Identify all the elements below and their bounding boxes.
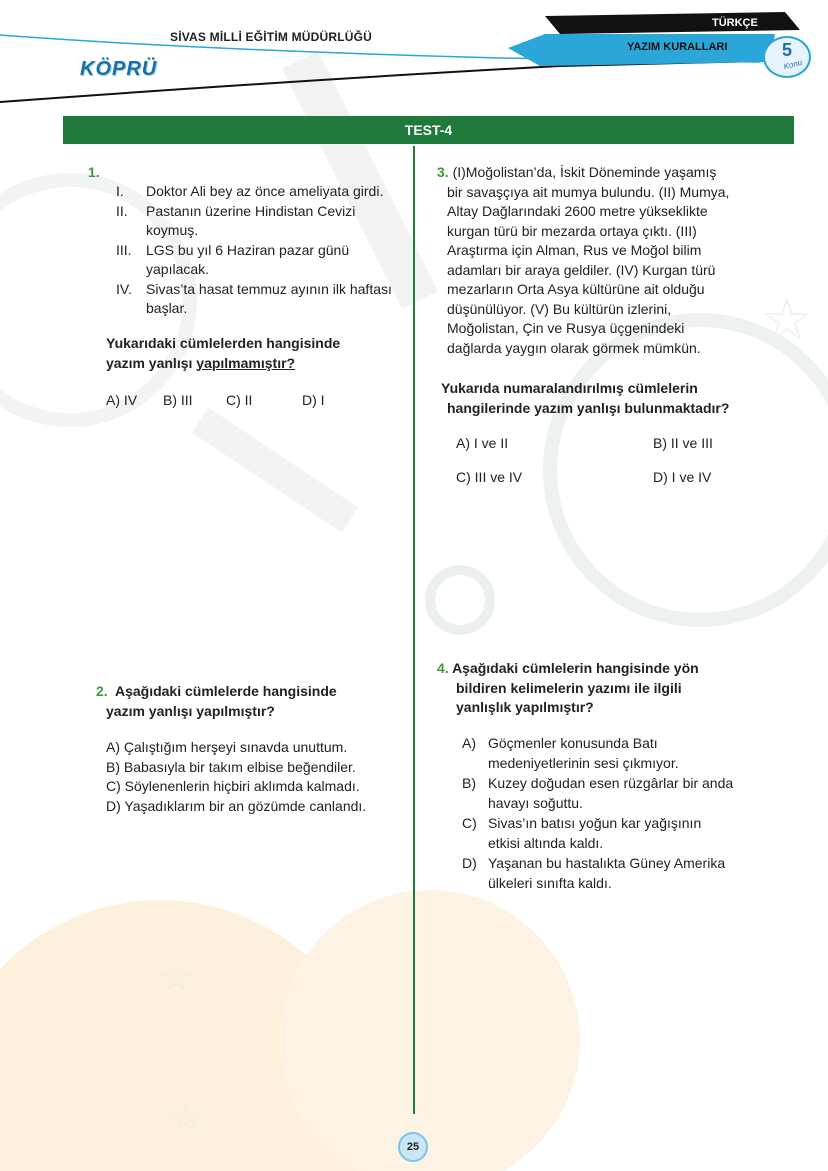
question-4-number: 4.: [437, 660, 449, 676]
q4-option-c[interactable]: C) Sivas’ın batısı yoğun kar yağışının etkisi altında kaldı.: [462, 815, 702, 851]
q1-option-d[interactable]: D) I: [302, 392, 325, 408]
question-4-prompt: 4. Aşağıdaki cümlelerin hangisinde yön bildiren kelimelerin yazımı ile ilgili yanlışlık yapılmıştır?: [437, 660, 699, 715]
question-2-options: [106, 738, 366, 816]
question-3-passage: 3. (I)Moğolistan’da, İskit Döneminde yaşamış bir savaşçıya ait mumya bulundu. (II) Mumya, Altay Dağlarındaki 2600 metre yükseklikte kurgan türü bir mezarda ortaya çıktı. (III) Araştırma için Alman, Rus ve Moğol bilim adamları bir araya geldiler. (IV) Kurgan türü mezarların Orta Asya kültürüne ait olduğu düşünülüyor. (V) Bu kültürün izlerini, Moğolistan, Çin ve Rusya üçgenindeki dağlarda yaygın olarak görmek mümkün.: [437, 164, 730, 356]
q3-option-a[interactable]: A) I ve II: [456, 435, 509, 451]
topic-number: 5: [781, 40, 792, 60]
test-title-bar: TEST-4: [63, 116, 794, 144]
q3-option-b[interactable]: B) II ve III: [653, 435, 713, 451]
q1-option-a[interactable]: A) IV: [106, 392, 138, 408]
svg-text:☆: ☆: [760, 286, 814, 353]
topic-label: YAZIM KURALLARI: [627, 41, 728, 53]
subject-label: TÜRKÇE: [712, 17, 758, 29]
kopru-logo: KÖPRÜ: [80, 58, 158, 80]
q1-option-b[interactable]: B) III: [163, 392, 193, 408]
statement-2: II. Pastanın üzerine Hindistan Cevizi koymuş.: [116, 202, 356, 238]
question-1-number: 1.: [88, 164, 100, 180]
header-organization: SİVAS MİLLİ EĞİTİM MÜDÜRLÜĞÜ: [170, 30, 373, 44]
q4-option-d[interactable]: D) Yaşanan bu hastalıkta Güney Amerika ülkeleri sınıfta kaldı.: [462, 855, 726, 891]
statement-3: III. LGS bu yıl 6 Haziran pazar günü yapılacak.: [116, 241, 350, 277]
q1-option-c[interactable]: C) II: [226, 392, 253, 408]
q4-option-b[interactable]: B) Kuzey doğudan esen rüzgârlar bir anda havayı soğuttu.: [462, 775, 734, 811]
q2-option-a[interactable]: A) Çalıştığım herşeyi sınavda unuttum.: [106, 739, 348, 755]
question-3-prompt: Yukarıda numaralandırılmış cümlelerin hangilerinde yazım yanlışı bulunmaktadır?: [441, 380, 730, 416]
question-2-prompt: 2. Aşağıdaki cümlelerde hangisinde yazım yanlışı yapılmıştır?: [96, 683, 337, 719]
q3-option-c[interactable]: C) III ve IV: [456, 469, 523, 485]
question-4-options: [462, 734, 782, 893]
question-2-number: 2.: [96, 683, 108, 699]
page-number: 25: [398, 1132, 428, 1162]
topic-badge-label: Konu: [782, 57, 804, 72]
q2-option-d[interactable]: D) Yaşadıklarım bir an gözümde canlandı.: [106, 797, 367, 814]
question-3-number: 3.: [437, 164, 449, 180]
question-1-prompt: Yukarıdaki cümlelerden hangisinde yazım yanlışı yapılmamıştır?: [106, 335, 341, 371]
topic-badge: [763, 36, 811, 78]
q2-option-c[interactable]: C) Söylenenlerin hiçbiri aklımda kalmadı.: [106, 778, 360, 794]
svg-text:☆: ☆: [160, 957, 193, 998]
q2-option-b[interactable]: B) Babasıyla bir takım elbise beğendiler.: [106, 758, 356, 775]
column-divider: [413, 146, 415, 1114]
svg-text:☆: ☆: [170, 1097, 203, 1138]
question-1-statements: [116, 182, 411, 319]
q3-option-d[interactable]: D) I ve IV: [653, 469, 712, 485]
statement-4: IV. Sivas’ta hasat temmuz ayının ilk haftası başlar.: [116, 280, 392, 316]
statement-1: I. Doktor Ali bey az önce ameliyata girdi.: [116, 183, 384, 199]
q4-option-a[interactable]: A) Göçmenler konusunda Batı medeniyetlerinin sesi çıkmıyor.: [462, 735, 679, 771]
